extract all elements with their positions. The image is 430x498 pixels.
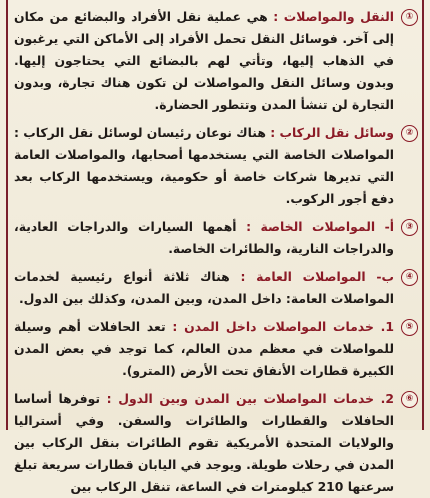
paragraph-lead: أ- المواصلات الخاصة : [236, 219, 395, 234]
paragraph-passenger-transport [14, 122, 418, 210]
page-content [13, 6, 418, 494]
paragraph-lead: ب- المواصلات العامة : [229, 269, 394, 284]
paragraph-marker: ⑥ [401, 391, 418, 408]
paragraph-text: توفرها أساسا الحافلات والقطارات والطائرات والسفن. وفي أستراليا والولايات المتحدة الأمريكية تقوم الطائرات بنقل الركاب بين المدن في رحلات طويلة. ويوجد في اليابان قطارات سريعة تبلغ سرعتها 210 كيلومترات في الساعة، تنقل الركاب بين [13, 391, 394, 494]
paragraph-transport [14, 6, 418, 116]
paragraph-text: هناك ثلاثة أنواع رئيسية لخدمات المواصلات العامة: داخل المدن، وبين المدن، وكذلك بين الدول. [14, 269, 394, 306]
left-border-line [6, 0, 8, 430]
paragraph-intercity-transport [14, 388, 418, 498]
paragraph-marker: ② [401, 125, 418, 142]
paragraph-text: هناك نوعان رئيسان لوسائل نقل الركاب : المواصلات الخاصة التي يستخدمها أصحابها، والمواصلات العامة التي تديرها شركات خاصة أو حكومية، ويستخدمها الركاب بعد دفع أجور الركوب. [14, 125, 394, 206]
paragraph-lead: النقل والمواصلات : [267, 9, 394, 24]
paragraph-text: أهمها السيارات والدراجات العادية، والدراجات النارية، والطائرات الخاصة. [14, 219, 394, 256]
paragraph-marker: ① [401, 9, 418, 26]
paragraph-lead: وسائل نقل الركاب : [265, 125, 394, 140]
right-border-line [422, 0, 424, 430]
paragraph-marker: ③ [401, 219, 418, 236]
paragraph-private-transport [14, 216, 418, 260]
paragraph-public-transport [14, 266, 418, 310]
paragraph-lead: 2. خدمات المواصلات بين المدن وبين الدول : [100, 391, 394, 406]
paragraph-text: هي عملية نقل الأفراد والبضائع من مكان إلى آخر. فوسائل النقل تحمل الأفراد إلى الأماكن التي يرغبون في الذهاب إليها، وتأتي لهم بالبضائع التي يحتاجون إليها. وبدون وسائل النقل والمواصلات لن تكون هناك تجارة، وبدون التجارة لن تنشأ المدن وتتطور الحضارة. [14, 9, 394, 112]
paragraph-lead: 1. خدمات المواصلات داخل المدن : [165, 319, 394, 334]
paragraph-text: تعد الحافلات أهم وسيلة للمواصلات في معظم مدن العالم، كما توجد في بعض المدن الكبيرة قطارات الأنفاق تحت الأرض (المترو). [14, 319, 394, 378]
paragraph-marker: ⑤ [401, 319, 418, 336]
paragraph-city-transport [14, 316, 418, 382]
paragraph-marker: ④ [401, 269, 418, 286]
